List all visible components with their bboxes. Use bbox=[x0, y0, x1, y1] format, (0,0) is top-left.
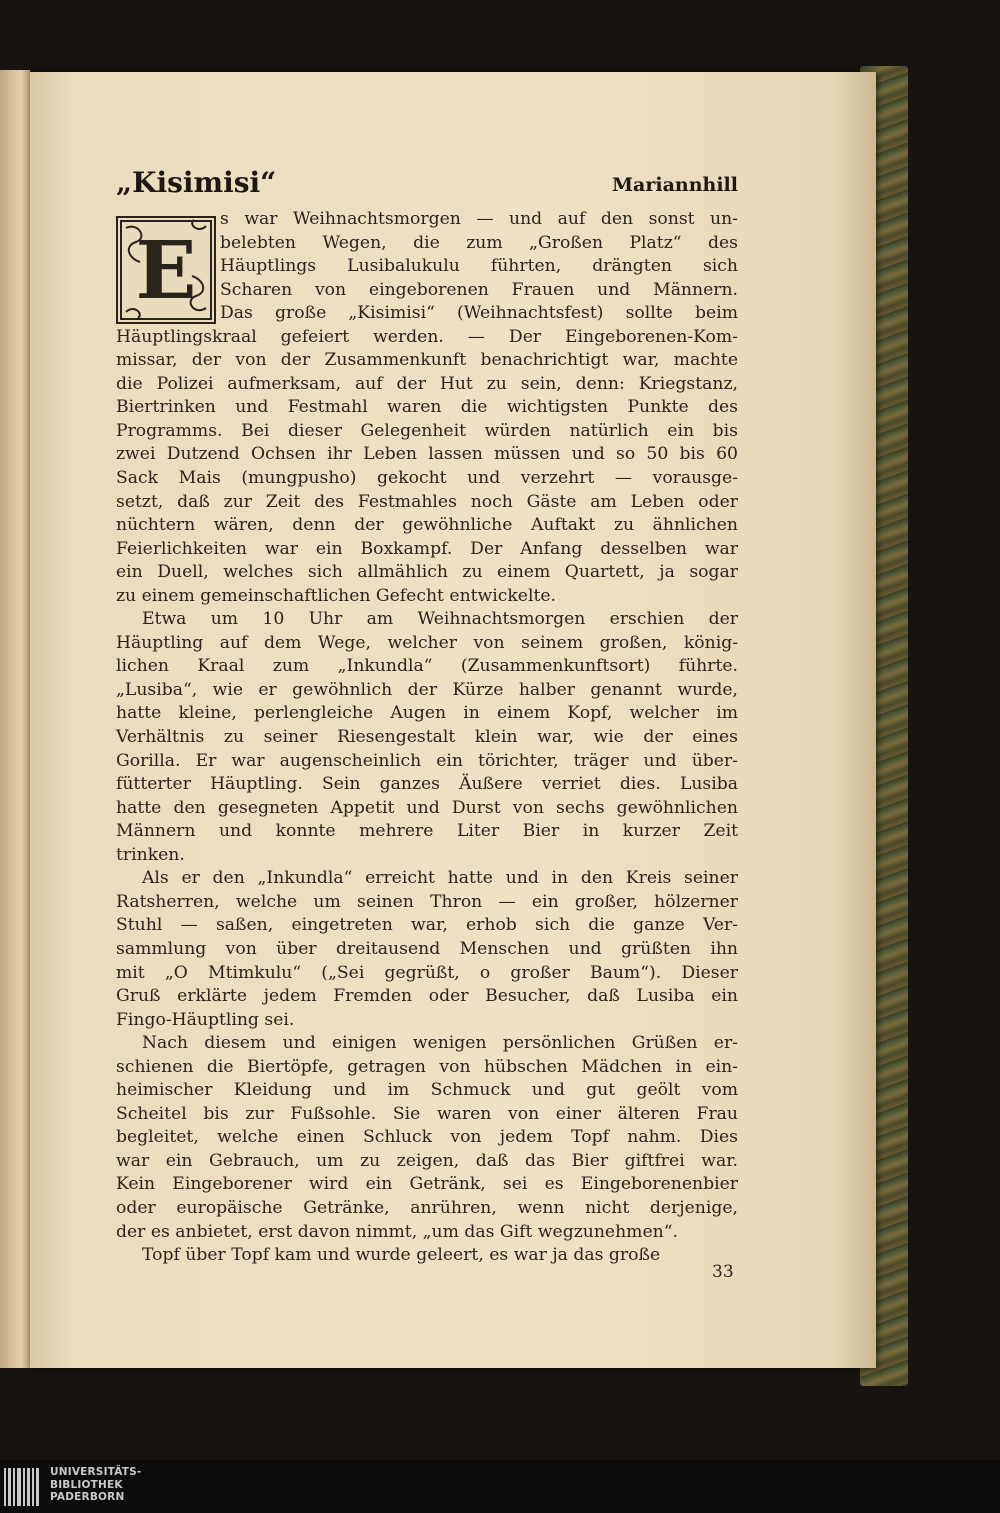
text-line: Topf über Topf kam und wurde geleert, es war ja das große bbox=[142, 1245, 661, 1266]
text-line: war ein Gebrauch, um zu zeigen, daß das Bier giftfrei war. bbox=[116, 1150, 738, 1171]
text-line: Gruß erklärte jedem Fremden oder Besucher, daß Lusiba ein bbox=[116, 986, 738, 1007]
text-line: mit „O Mtimkulu“ („Sei gegrüßt, o großer Baum“). Dieser bbox=[116, 962, 738, 983]
facing-page-edge bbox=[0, 70, 30, 1368]
text-line: der es anbietet, erst davon nimmt, „um das Gift wegzunehmen“. bbox=[116, 1221, 678, 1242]
library-name-line: BIBLIOTHEK bbox=[50, 1478, 123, 1491]
text-line: Nach diesem und einigen wenigen persönlichen Grüßen er- bbox=[142, 1033, 738, 1054]
text-line: Häuptlingskraal gefeiert werden. — Der Eingeborenen-Kom- bbox=[116, 326, 738, 347]
text-line: Verhältnis zu seiner Riesengestalt klein war, wie der eines bbox=[116, 727, 738, 748]
text-line: Programms. Bei dieser Gelegenheit würden natürlich ein bis bbox=[116, 420, 738, 441]
text-line: Scheitel bis zur Fußsohle. Sie waren von einer älteren Frau bbox=[116, 1103, 738, 1124]
text-line: hatte den gesegneten Appetit und Durst von sechs gewöhnlichen bbox=[116, 797, 738, 818]
article-body bbox=[116, 208, 738, 1268]
text-line: oder europäische Getränke, anrühren, wenn nicht derjenige, bbox=[116, 1197, 738, 1218]
text-line: Ratsherren, welche um seinen Thron — ein großer, hölzerner bbox=[116, 891, 738, 912]
library-name bbox=[50, 1466, 141, 1504]
text-line: Als er den „Inkundla“ erreicht hatte und in den Kreis seiner bbox=[142, 868, 738, 889]
text-line: Männern und konnte mehrere Liter Bier in kurzer Zeit bbox=[116, 821, 738, 842]
text-line: hatte kleine, perlengleiche Augen in einem Kopf, welcher im bbox=[116, 703, 738, 724]
text-line: zwei Dutzend Ochsen ihr Leben lassen müssen und so 50 bis 60 bbox=[116, 444, 738, 465]
text-line: heimischer Kleidung und im Schmuck und gut geölt vom bbox=[116, 1080, 738, 1101]
page-number: 33 bbox=[712, 1262, 734, 1282]
text-line: die Polizei aufmerksam, auf der Hut zu sein, denn: Kriegstanz, bbox=[116, 373, 738, 394]
text-line: sammlung von über dreitausend Menschen und grüßten ihn bbox=[116, 938, 738, 959]
text-line: fütterter Häuptling. Sein ganzes Äußere verriet dies. Lusiba bbox=[116, 774, 738, 795]
publication-name: Mariannhill bbox=[612, 174, 738, 196]
text-line: belebten Wegen, die zum „Großen Platz“ des bbox=[220, 232, 738, 253]
initial-letter: E bbox=[135, 223, 197, 317]
text-line: Das große „Kisimisi“ (Weihnachtsfest) sollte beim bbox=[220, 303, 738, 324]
text-line: begleitet, welche einen Schluck von jedem Topf nahm. Dies bbox=[116, 1127, 738, 1148]
library-name-line: UNIVERSITÄTS- bbox=[50, 1466, 142, 1478]
page-header bbox=[116, 166, 738, 202]
text-line: Häuptlings Lusibalukulu führten, drängten sich bbox=[220, 256, 738, 277]
text-line: Kein Eingeborener wird ein Getränk, sei es Eingeborenenbier bbox=[116, 1174, 738, 1195]
library-logo bbox=[0, 1460, 1000, 1513]
text-line: schienen die Biertöpfe, getragen von hübschen Mädchen in ein- bbox=[116, 1056, 738, 1077]
article-title: „Kisimisi“ bbox=[116, 166, 277, 199]
library-name-line: PADERBORN bbox=[50, 1491, 125, 1503]
text-line: Scharen von eingeborenen Frauen und Männern. bbox=[220, 279, 738, 300]
text-line: „Lusiba“, wie er gewöhnlich der Kürze halber genannt wurde, bbox=[116, 679, 738, 700]
text-line: setzt, daß zur Zeit des Festmahles noch Gäste am Leben oder bbox=[116, 491, 738, 512]
text-line: Biertrinken und Festmahl waren die wichtigsten Punkte des bbox=[116, 397, 738, 418]
text-line: Feierlichkeiten war ein Boxkampf. Der Anfang desselben war bbox=[116, 538, 738, 559]
text-line: trinken. bbox=[116, 844, 185, 865]
text-line: zu einem gemeinschaftlichen Gefecht entwickelte. bbox=[116, 585, 557, 606]
barcode-logo-icon bbox=[4, 1468, 40, 1506]
text-line: Gorilla. Er war augenscheinlich ein törichter, träger und über- bbox=[116, 750, 738, 771]
text-line: nüchtern wären, denn der gewöhnliche Auftakt zu ähnlichen bbox=[116, 515, 738, 536]
text-line: Fingo-Häuptling sei. bbox=[116, 1009, 295, 1030]
text-line: Stuhl — saßen, eingetreten war, erhob sich die ganze Ver- bbox=[116, 915, 738, 936]
text-line: Etwa um 10 Uhr am Weihnachtsmorgen erschien der bbox=[142, 609, 738, 630]
text-line: Häuptling auf dem Wege, welcher von seinem großen, könig- bbox=[116, 632, 738, 653]
text-line: missar, der von der Zusammenkunft benachrichtigt war, machte bbox=[116, 350, 738, 371]
text-line: ein Duell, welches sich allmählich zu einem Quartett, ja sogar bbox=[116, 562, 738, 583]
text-line: s war Weihnachtsmorgen — und auf den sonst un- bbox=[220, 209, 738, 229]
text-line: Sack Mais (mungpusho) gekocht und verzehrt — vorausge- bbox=[116, 468, 738, 489]
text-line: lichen Kraal zum „Inkundla“ (Zusammenkunftsort) führte. bbox=[116, 656, 738, 677]
